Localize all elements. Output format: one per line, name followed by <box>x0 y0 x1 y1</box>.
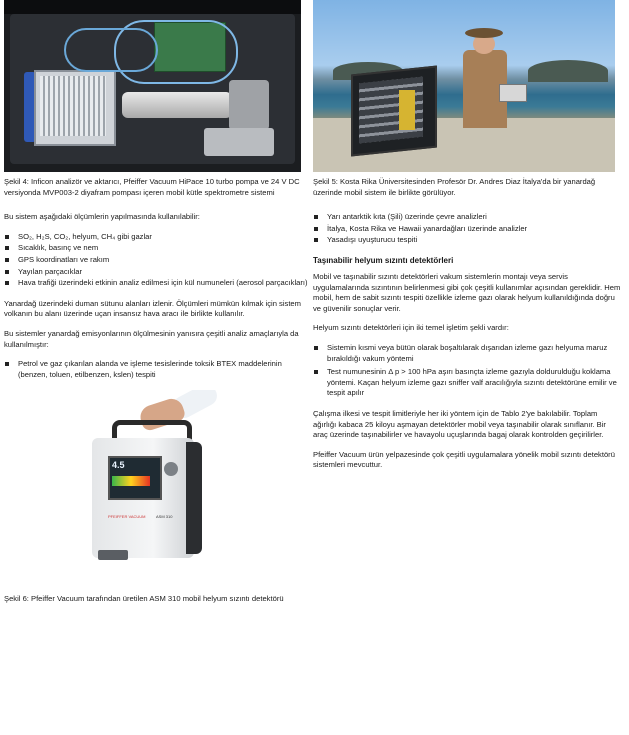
turbo-pump <box>122 92 232 118</box>
tablet <box>499 84 527 102</box>
list-item: SO₂, H₂S, CO₂, helyum, CH₄ gibi gazlar <box>4 232 309 243</box>
methods-list <box>313 343 621 399</box>
figure-4-caption: Şekil 4: Inficon analizör ve aktarıcı, Pfeiffer Vacuum HiPace 10 turbo pompa ve 24 V DC versiyonda MVP003-2 diyafram pompası içeren mobil kütle spektrometre sistemi <box>4 177 300 197</box>
section-heading: Taşınabilir helyum sızıntı detektörleri <box>313 255 454 265</box>
list-item: Yasadışı uyuşturucu tespiti <box>313 235 621 246</box>
uses-intro: Bu sistem aşağıdaki ölçümlerin yapılmasında kullanılabilir: <box>4 212 200 222</box>
list-item: Yarı antarktik kıta (Şili) üzerinde çevre analizleri <box>313 212 621 223</box>
left-column <box>4 0 309 619</box>
paragraph-detectors: Mobil ve taşınabilir sızıntı detektörleri vakum sistemlerin montajı veya servis uygulamalarında sızıntının belirlenmesi gibi çok çeşitli kullanımlar açısından gereklidir. Hem mobil, hem de sabit sızıntı tespiti özellikle izleme gazı olarak helyum kullanıldığında doğru ve güvenilir sonuçlar verir. <box>313 271 621 313</box>
model-label: ASM 310 <box>156 514 173 520</box>
list-item: Petrol ve gaz çıkarılan alanda ve işleme tesislerinde toksik BTEX maddelerinin (benzen, toluen, etilbenzen, kslen) tespiti <box>4 359 309 380</box>
distant-island <box>528 60 608 82</box>
applications-list <box>313 212 621 246</box>
analyzer-photo <box>4 0 301 172</box>
list-item: GPS koordinatları ve rakım <box>4 255 309 266</box>
asm310-photo <box>4 390 304 580</box>
mobile-system-component <box>399 90 415 130</box>
list-item: İtalya, Kosta Rika ve Hawaii yanardağları üzerinde analizler <box>313 224 621 235</box>
list-item: Sıcaklık, basınç ve nem <box>4 243 309 254</box>
paragraph-methods: Helyum sızıntı detektörleri için iki temel işletim şekli vardır: <box>313 323 509 333</box>
gas-tube <box>64 28 158 72</box>
uses-list <box>4 232 309 289</box>
paragraph-other-uses: Bu sistemler yanardağ emisyonlarının ölçülmesinin yanısıra çeşitli analiz amaçlarıyla da kullanılmıştır: <box>4 328 299 349</box>
volcano-photo <box>313 0 615 172</box>
list-item: Hava trafiği üzerindeki etkinin analiz edilmesi için kül numuneleri (aerosol parçacıkları) <box>4 278 309 289</box>
inlet-port <box>98 550 128 560</box>
analyzer-cooling-fins <box>40 76 106 136</box>
brand-label: PFEIFFER VACUUM <box>108 514 146 520</box>
other-uses-list <box>4 359 309 380</box>
figure-5-caption: Şekil 5: Kosta Rika Üniversitesinden Profesör Dr. Andres Diaz İtalya'da bir yanardağ üzerinde mobil sistem ile birlikte görülüyor. <box>313 177 596 197</box>
paragraph-portfolio: Pfeiffer Vacuum ürün yelpazesinde çok çeşitli uygulamalara yönelik mobil sızıntı detektörü sistemleri mevcuttur. <box>313 449 615 470</box>
diaphragm-pump <box>204 128 274 156</box>
screen-leak-bar <box>112 476 150 486</box>
case-lid <box>4 0 301 14</box>
list-item: Test numunesinin Δ p > 100 hPa aşırı basınçta izleme gazıyla doldurulduğu koklama yöntemi. Kaçan helyum izleme gazı sniffer valf aracılığıyla sızıntı detektörüne emilir ve tespit apılır <box>313 367 621 399</box>
right-column <box>313 0 621 480</box>
paragraph-smoke: Yanardağ üzerindeki duman sütunu alanları izlenir. Ölçümleri mümkün kılmak için sistem volkanın bu alanı üzerinde uçan insansız hava aracı ile birlikte kullanılır. <box>4 298 301 319</box>
list-item: Sistemin kısmi veya bütün olarak boşaltılarak dışarıdan izleme gazı helyuma maruz bırakıldığı vakum yöntemi <box>313 343 621 364</box>
paragraph-weight: Çalışma ilkesi ve tespit limitleriyle her iki yöntem için de Tablo 2'ye bakılabilir. Toplam ağırlığı kabaca 25 kiloyu aşmayan detektörler mobil veya taşınabilir olarak sınıflanır. Bir araç üzerinde taşınabilirler ve havayolu uçuşlarında bagaj olarak kontrolden geçirilirler. <box>313 408 606 440</box>
figure-6-caption: Şekil 6: Pfeiffer Vacuum tarafından üretilen ASM 310 mobil helyum sızıntı detektörü <box>4 594 284 604</box>
detector-side-panel <box>186 442 202 554</box>
professor-hat <box>465 28 503 38</box>
list-item: Yayılan parçacıklar <box>4 267 309 278</box>
pump-flange <box>229 80 269 130</box>
screen-reading: 4.5 <box>112 460 125 471</box>
